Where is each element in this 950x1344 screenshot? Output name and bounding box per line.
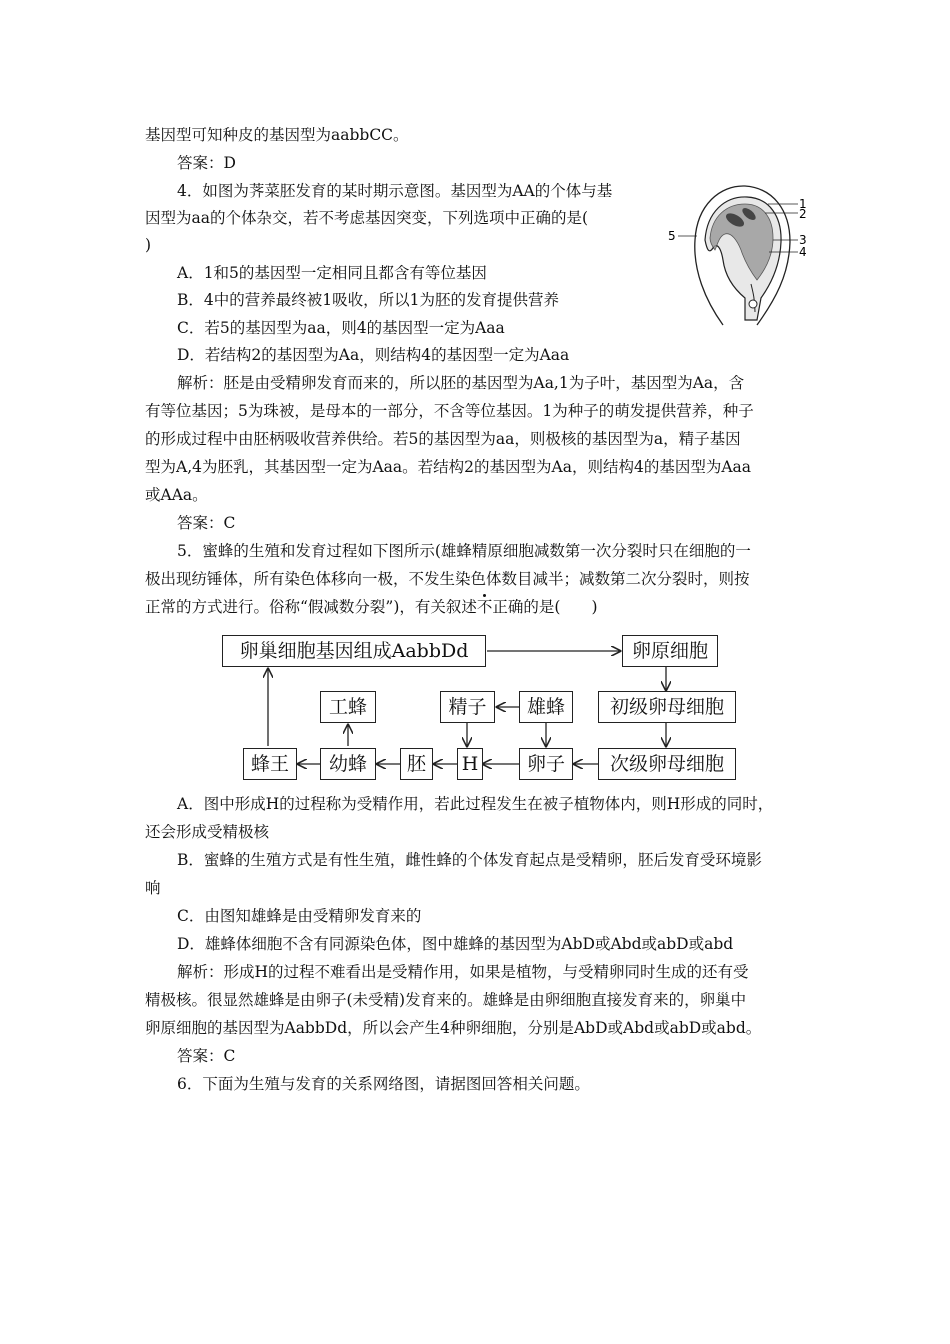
emphasis-char: 不 — [476, 598, 493, 616]
figure-label-3: 3 — [799, 233, 807, 247]
explanation-line: 解析：形成H的过程不难看出是受精作用，如果是植物，与受精卵同时生成的还有受 — [177, 963, 749, 981]
flow-worker: 工蜂 — [320, 691, 376, 723]
explanation-line: 或AAa。 — [145, 486, 208, 504]
figure-label-4: 4 — [799, 245, 807, 259]
explanation-line: 精极核。很显然雄蜂是由卵子(未受精)发育来的。雄蜂是由卵细胞直接发育来的，卵巢中 — [145, 991, 747, 1009]
flow-h: H — [457, 748, 483, 780]
option-b: B．蜜蜂的生殖方式是有性生殖，雌性蜂的个体发育起点是受精卵，胚后发育受环境影 — [177, 851, 762, 869]
flow-queen: 蜂王 — [243, 748, 297, 780]
option-d: D．雄蜂体细胞不含有同源染色体，图中雄蜂的基因型为AbD或Abd或abD或abd — [177, 935, 734, 953]
option-b: B．4中的营养最终被1吸收，所以1为胚的发育提供营养 — [177, 291, 559, 309]
figure-label-1: 1 — [799, 197, 807, 211]
option-d: D．若结构2的基因型为Aa，则结构4的基因型一定为Aaa — [177, 346, 570, 364]
option-a: A．1和5的基因型一定相同且都含有等位基因 — [177, 264, 487, 282]
option-c: C．若5的基因型为aa，则4的基因型一定为Aaa — [177, 319, 505, 337]
option-b: 响 — [145, 879, 161, 897]
flow-ovary-cell: 卵巢细胞基因组成AabbDd — [222, 635, 486, 667]
explanation-line: 解析：胚是由受精卵发育而来的，所以胚的基因型为Aa,1为子叶，基因型为Aa，含 — [177, 374, 745, 392]
question-6-stem: 6．下面为生殖与发育的关系网络图，请据图回答相关问题。 — [177, 1075, 590, 1093]
explanation-line: 有等位基因；5为珠被，是母本的一部分，不含等位基因。1为种子的萌发提供营养，种子 — [145, 402, 754, 420]
text-line: 基因型可知种皮的基因型为aabbCC。 — [145, 126, 409, 144]
flow-primary-oocyte: 初级卵母细胞 — [598, 691, 736, 723]
option-a: 还会形成受精极核 — [145, 823, 270, 841]
flow-sperm: 精子 — [440, 691, 495, 723]
answer-line: 答案：C — [177, 1047, 236, 1065]
flow-embryo: 胚 — [400, 748, 433, 780]
option-c: C．由图知雄蜂是由受精卵发育来的 — [177, 907, 422, 925]
answer-line: 答案：C — [177, 514, 236, 532]
flow-secondary-oocyte: 次级卵母细胞 — [598, 748, 736, 780]
explanation-line: 型为A,4为胚乳，其基因型一定为Aaa。若结构2的基因型为Aa，则结构4的基因型为Aaa — [145, 458, 751, 476]
flow-oogonium: 卵原细胞 — [622, 635, 718, 667]
option-a: A．图中形成H的过程称为受精作用，若此过程发生在被子植物体内，则H形成的同时， — [177, 795, 774, 813]
question-4-stem: 4．如图为荠菜胚发育的某时期示意图。基因型为AA的个体与基 — [177, 182, 613, 200]
question-4-stem: 因型为aa的个体杂交，若不考虑基因突变，下列选项中正确的是( — [145, 209, 589, 227]
explanation-line: 的形成过程中由胚柄吸收营养供给。若5的基因型为aa，则极核的基因型为a，精子基因 — [145, 430, 741, 448]
figure-label-5: 5 — [668, 229, 676, 243]
question-5-stem: 正常的方式进行。俗称“假减数分裂”)，有关叙述不正确的是( ) — [145, 598, 598, 616]
question-5-stem: 5．蜜蜂的生殖和发育过程如下图所示(雄蜂精原细胞减数第一次分裂时只在细胞的一 — [177, 542, 751, 560]
answer-line: 答案：D — [177, 154, 236, 172]
question-5-stem: 极出现纺锤体，所有染色体移向一极，不发生染色体数目减半；减数第二次分裂时，则按 — [145, 570, 750, 588]
flow-drone: 雄蜂 — [519, 691, 573, 723]
flow-egg: 卵子 — [519, 748, 573, 780]
question-4-stem: ) — [145, 236, 152, 254]
flow-larva: 幼蜂 — [320, 748, 376, 780]
explanation-line: 卵原细胞的基因型为AabbDd，所以会产生4种卵细胞，分别是AbD或Abd或abD或abd。 — [145, 1019, 762, 1037]
figure-label-2: 2 — [799, 207, 807, 221]
